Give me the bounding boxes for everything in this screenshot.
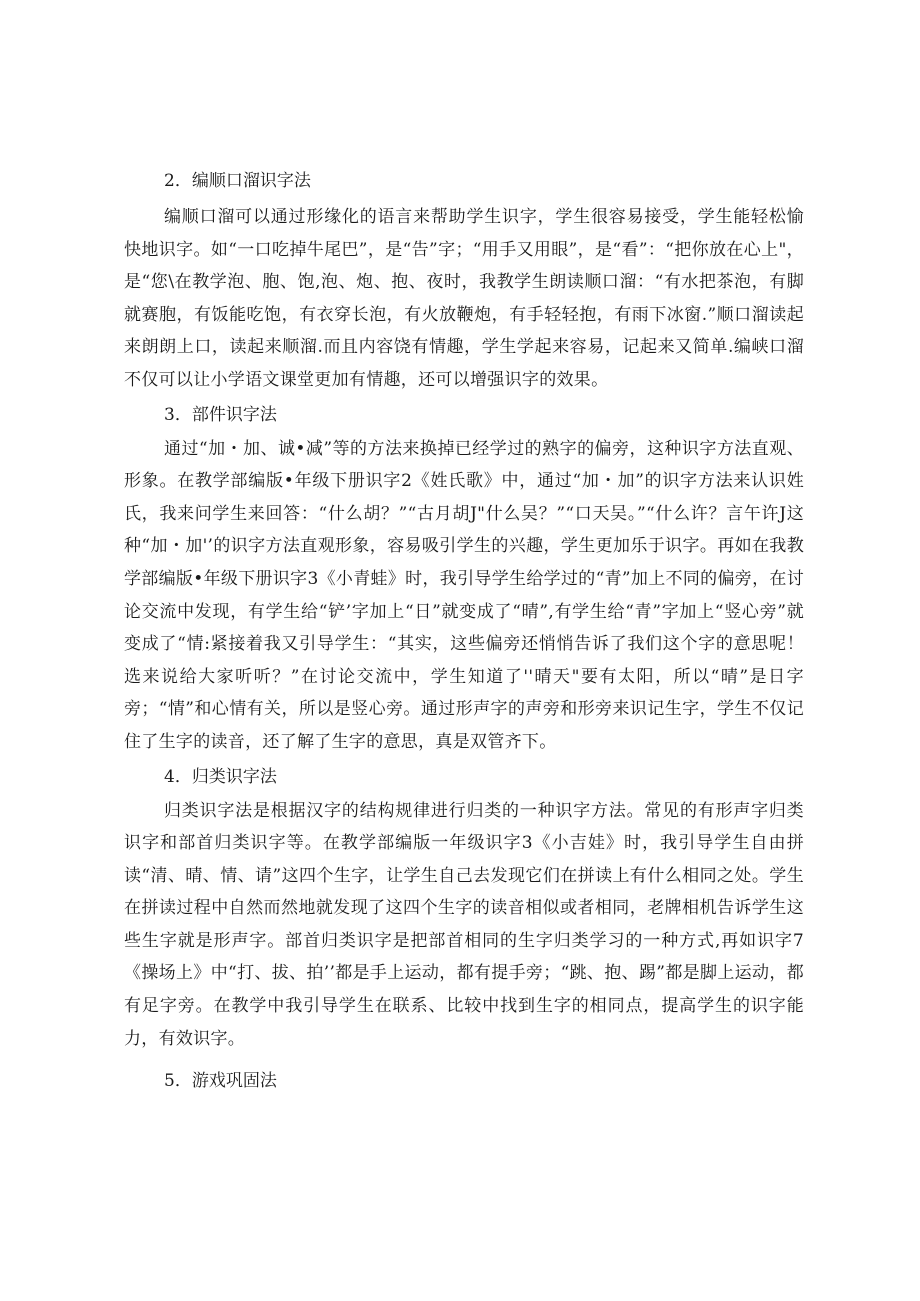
section-heading-5: 5．游戏巩固法 xyxy=(164,1071,277,1092)
section-heading-2: 2．编顺口溜识字法 xyxy=(164,171,311,191)
document-body xyxy=(124,165,804,1097)
section-heading-3: 3．部件识字法 xyxy=(164,404,277,425)
section-paragraph-3: 通过“加・加、诚•减”等的方法来换掉已经学过的熟字的偏旁，这种识字方法直观、形象。在教学部编版•年级下册识字2《姓氏歌》中，通过“加・加”的识字方法来认识姓氏，我来问学生来回答：“什么胡？”“古月胡J"什么吴？”“口天吴。”“什么许？言午许J这种“加・加'’的识字方法直观形象，容易吸引学生的兴趣，学生更加乐于识字。再如在我教学部编版•年级下册识字3《小青蛙》时，我引导学生给学过的“青”加上不同的偏旁，在讨论交流中发现，有学生给“铲’字加上“日”就变成了“晴”,有学生给“青”字加上“竖心旁”就变成了“情:紧接着我又引导学生：“其实，这些偏旁还悄悄告诉了我们这个字的意思呢！选来说给大家听听？”在讨论交流中，学生知道了''晴天"要有太阳，所以“晴”是日字旁；“情”和心情有关，所以是竖心旁。通过形声字的声旁和形旁来识记生字，学生不仅记住了生字的读音，还了解了生字的意思，真是双管齐下。 xyxy=(124,438,804,752)
section-paragraph-4: 归类识字法是根据汉字的结构规律进行归类的一种识字方法。常见的有形声字归类识字和部首归类识字等。在教学部编版一年级识字3《小吉娃》时，我引导学生自由拼读“清、晴、情、请”这四个生字，让学生自己去发现它们在拼读上有什么相同之处。学生在拼读过程中自然而然地就发现了这四个生字的读音相似或者相同，老牌相机告诉学生这些生字就是形声字。部首归类识字是把部首相同的生字归类学习的一种方式,再如识字7《操场上》中“打、拔、拍’’都是手上运动，都有提手旁；“跳、抱、踢”都是脚上运动，都有足字旁。在教学中我引导学生在联系、比较中找到生字的相同点，提高学生的识字能力，有效识字。 xyxy=(124,800,804,1049)
section-paragraph-2: 编顺口溜可以通过形缘化的语言来帮助学生识字，学生很容易接受，学生能轻松愉快地识字。如“一口吃掉牛尾巴”，是“告”字；“用手又用眼”，是“看”：“把你放在心上"，是“您\在教学泡、胞、饱,泡、炮、抱、夜时，我教学生朗读顺口溜：“有水把茶泡，有脚就赛胞，有饭能吃饱，有衣穿长泡，有火放鞭炮，有手轻轻抱，有雨下冰窗.”顺口溜读起来朗朗上口，读起来顺溜.而且内容饶有情趣，学生学起来容易，记起来又简单.编峡口溜不仅可以让小学语文课堂更加有情趣，还可以增强识字的效果。 xyxy=(124,207,804,390)
section-heading-4: 4．归类识字法 xyxy=(164,766,277,787)
